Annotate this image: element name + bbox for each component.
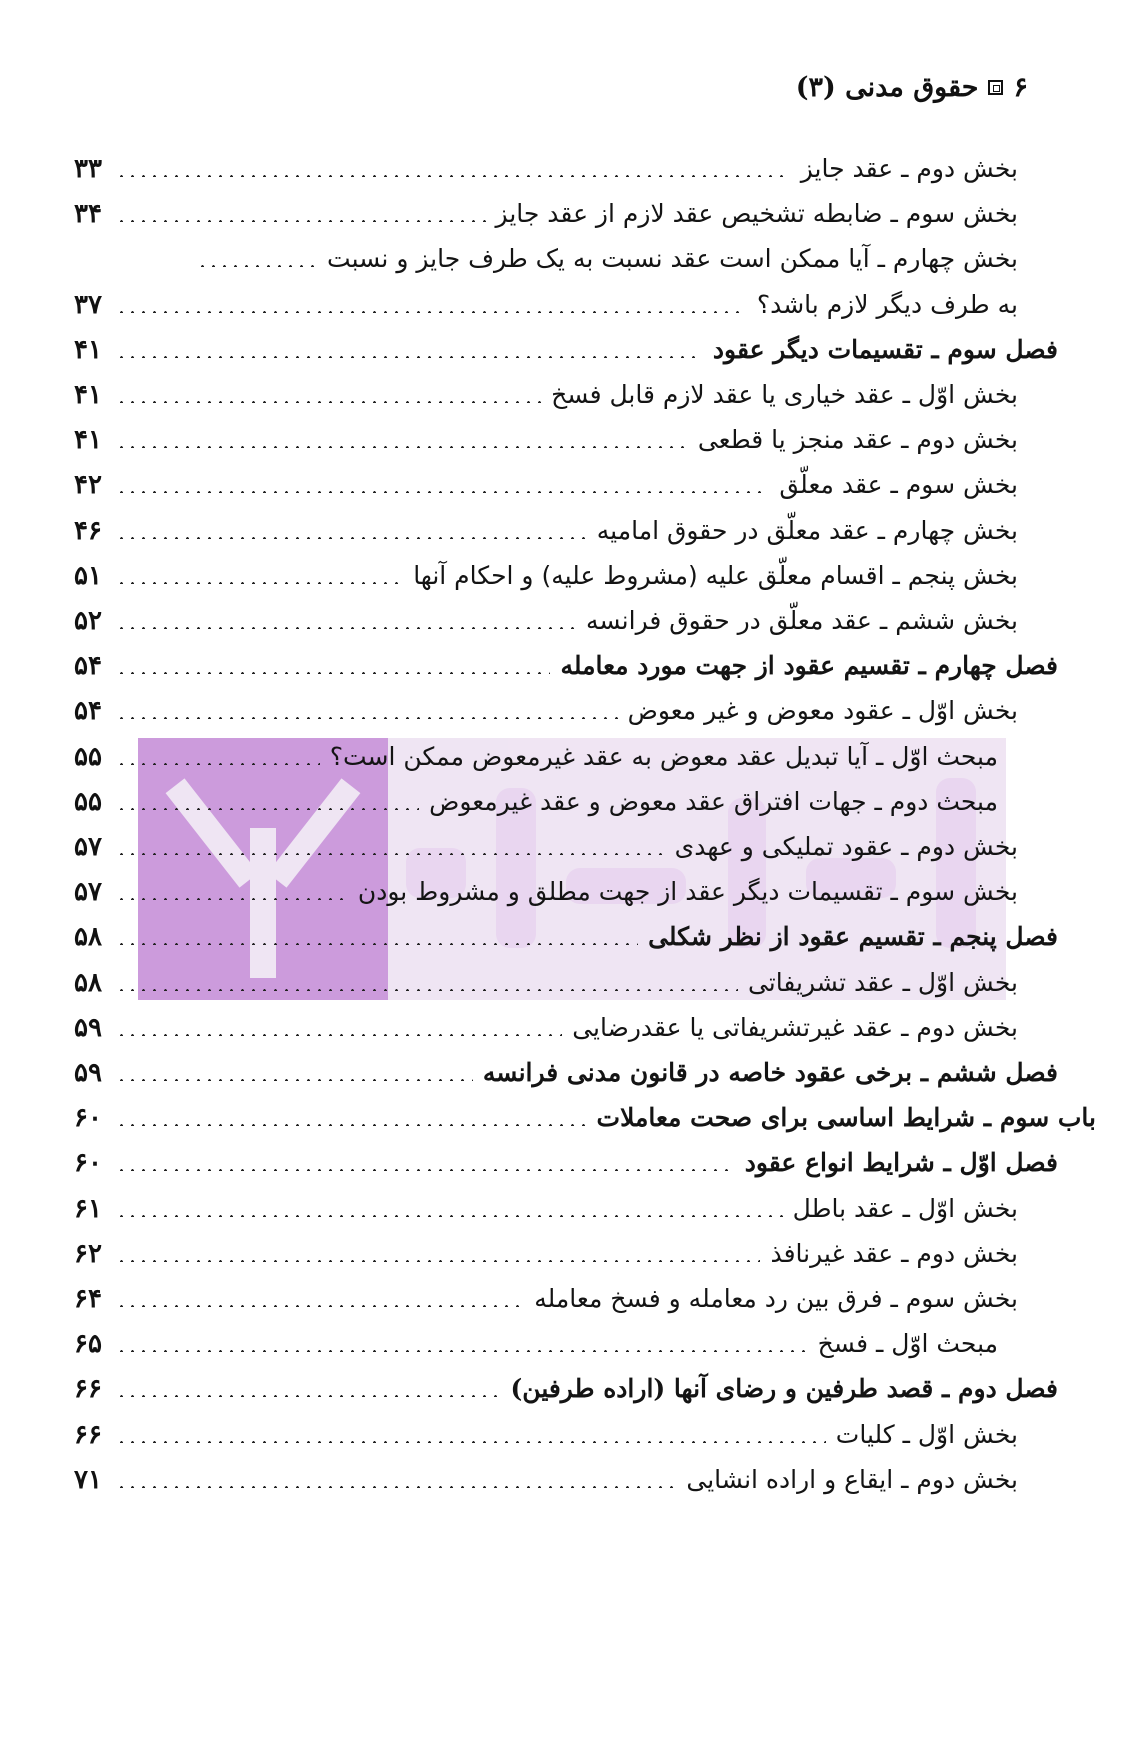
dot-leader xyxy=(116,446,688,448)
toc-entry-page: ۷۱ xyxy=(74,1464,102,1495)
dot-leader xyxy=(116,1169,735,1171)
dot-leader xyxy=(197,265,317,267)
toc-entry xyxy=(74,643,1058,689)
toc-entry xyxy=(74,282,1018,328)
toc-entry-title: بخش چهارم ـ عقد معلّق در حقوق امامیه xyxy=(596,515,1018,545)
toc-entry xyxy=(74,191,1018,237)
dot-leader xyxy=(116,175,791,177)
dot-leader xyxy=(116,808,419,810)
toc-entry xyxy=(74,688,1018,734)
dot-leader xyxy=(116,853,665,855)
toc-entry xyxy=(74,869,1018,915)
toc-entry-page: ۵۱ xyxy=(74,560,102,591)
toc-entry-title: فصل سوم ـ تقسیمات دیگر عقود xyxy=(712,334,1058,364)
toc-entry-page: ۵۲ xyxy=(74,606,102,636)
toc-entry-title: بخش اوّل ـ عقد باطل xyxy=(792,1193,1018,1223)
toc-entry-page: ۵۷ xyxy=(74,832,102,862)
dot-leader xyxy=(116,1350,808,1352)
toc-entry-page: ۶۶ xyxy=(74,1374,102,1405)
toc-entry-page: ۶۱ xyxy=(74,1193,102,1224)
toc-entry xyxy=(74,598,1018,644)
toc-entry-page: ۴۲ xyxy=(74,470,102,501)
toc-entry xyxy=(74,553,1018,599)
toc-entry-page: ۵۷ xyxy=(74,877,102,908)
toc-entry-title: بخش دوم ـ عقد غیرنافذ xyxy=(770,1238,1018,1268)
toc-entry xyxy=(74,1412,1018,1458)
dot-leader xyxy=(116,356,703,358)
toc-entry-title: بخش سوم ـ تقسیمات دیگر عقد از جهت مطلق و مشروط بودن xyxy=(357,877,1018,907)
dot-leader xyxy=(116,1215,783,1217)
dot-leader xyxy=(116,1395,500,1397)
toc-entry-title: بخش پنجم ـ اقسام معلّق علیه (مشروط علیه) و احکام آنها xyxy=(413,560,1018,590)
dot-leader xyxy=(116,311,747,313)
toc-entry-page: ۵۵ xyxy=(74,741,102,772)
toc-entry-page: ۳۷ xyxy=(74,289,102,320)
toc-entry xyxy=(74,417,1018,463)
toc-entry-page: ۶۴ xyxy=(74,1284,102,1314)
page-header xyxy=(796,72,1028,103)
toc-entry xyxy=(74,1050,1058,1096)
toc-entry-title: بخش اوّل ـ عقد تشریفاتی xyxy=(747,967,1018,997)
toc-entry-title: بخش اوّل ـ عقد خیاری یا عقد لازم قابل فسخ xyxy=(551,380,1018,409)
dot-leader xyxy=(116,1079,473,1081)
toc-entry-title: بخش سوم ـ فرق بین رد معامله و فسخ معامله xyxy=(534,1284,1018,1313)
toc-entry xyxy=(74,1366,1058,1412)
dot-leader xyxy=(116,1305,524,1307)
dot-leader xyxy=(116,1260,760,1262)
dot-leader xyxy=(116,627,576,629)
toc-entry xyxy=(74,327,1058,373)
toc-entry-title: بخش اوّل ـ عقود معوض و غیر معوض xyxy=(627,696,1018,726)
toc-entry-page: ۴۱ xyxy=(74,334,102,365)
toc-entry-page: ۵۹ xyxy=(74,1058,102,1088)
toc-entry-title: فصل دوم ـ قصد طرفین و رضای آنها (اراده طرفین) xyxy=(510,1374,1058,1404)
dot-leader xyxy=(116,943,638,945)
dot-leader xyxy=(116,401,541,403)
toc-entry-page: ۳۳ xyxy=(74,154,102,184)
toc-entry-page: ۶۶ xyxy=(74,1419,102,1450)
toc-entry-page: ۶۵ xyxy=(74,1329,102,1360)
toc-entry-title: بخش سوم ـ ضابطه تشخیص عقد لازم از عقد جایز xyxy=(495,199,1018,229)
toc-entry-page: ۴۱ xyxy=(74,380,102,410)
toc-entry-title: بخش اوّل ـ کلیات xyxy=(835,1419,1018,1449)
toc-entry-title: باب سوم ـ شرایط اساسی برای صحت معاملات xyxy=(596,1103,1096,1133)
dot-leader xyxy=(116,672,550,674)
dot-leader xyxy=(116,491,769,493)
dot-leader xyxy=(116,989,738,991)
dot-leader xyxy=(116,1034,562,1036)
dot-leader xyxy=(116,1441,826,1443)
dot-leader xyxy=(116,717,618,719)
toc-entry-title: فصل پنجم ـ تقسیم عقود از نظر شکلی xyxy=(648,922,1058,952)
toc-entry-title: بخش دوم ـ عقد جایز xyxy=(800,154,1018,183)
toc-entry-title: مبحث دوم ـ جهات افتراق عقد معوض و عقد غیرمعوض xyxy=(429,786,998,816)
toc-entry xyxy=(74,1276,1018,1322)
dot-leader xyxy=(116,537,587,539)
dot-leader xyxy=(116,582,403,584)
dot-leader xyxy=(116,763,320,765)
toc-entry xyxy=(74,1457,1018,1503)
toc-entry-title: بخش دوم ـ عقد غیرتشریفاتی یا عقدرضایی xyxy=(572,1012,1018,1042)
toc-entry-title: بخش سوم ـ عقد معلّق xyxy=(779,470,1018,500)
toc-entry xyxy=(74,1231,1018,1277)
toc-entry xyxy=(74,824,1018,870)
square-bullet-icon xyxy=(988,80,1003,95)
toc-entry xyxy=(74,734,998,780)
toc-entry xyxy=(74,236,1018,282)
toc-entry-title: بخش ششم ـ عقد معلّق در حقوق فرانسه xyxy=(585,606,1018,635)
toc-entry-page: ۵۴ xyxy=(74,651,102,682)
toc-entry xyxy=(74,1321,998,1367)
toc-entry-title: به طرف دیگر لازم باشد؟ xyxy=(756,289,1018,319)
toc-entry-title: بخش دوم ـ ایقاع و اراده انشایی xyxy=(686,1464,1018,1494)
toc-entry-page: ۶۰ xyxy=(74,1103,102,1134)
toc-entry xyxy=(74,960,1018,1006)
toc-entry-title: فصل ششم ـ برخی عقود خاصه در قانون مدنی فرانسه xyxy=(482,1058,1058,1087)
toc-entry-page: ۶۲ xyxy=(74,1238,102,1269)
toc-entry xyxy=(74,1140,1058,1186)
dot-leader xyxy=(116,220,486,222)
toc-entry-title: فصل چهارم ـ تقسیم عقود از جهت مورد معامله xyxy=(560,651,1058,681)
toc-entry-page: ۵۸ xyxy=(74,922,102,953)
toc-entry xyxy=(74,1095,1096,1141)
toc-entry xyxy=(74,779,998,825)
toc-entry-page: ۶۰ xyxy=(74,1148,102,1179)
toc-entry-title: بخش دوم ـ عقود تملیکی و عهدی xyxy=(674,832,1018,861)
toc-entry-page: ۴۶ xyxy=(74,515,102,546)
toc-entry-page: ۴۱ xyxy=(74,425,102,456)
toc-entry-page: ۵۹ xyxy=(74,1012,102,1043)
toc-entry xyxy=(74,1186,1018,1232)
toc-entry xyxy=(74,462,1018,508)
toc-entry xyxy=(74,914,1058,960)
dot-leader xyxy=(116,1124,587,1126)
toc-entry-page: ۳۴ xyxy=(74,199,102,230)
toc-entry-title: بخش چهارم ـ آیا ممکن است عقد نسبت به یک طرف جایز و نسبت xyxy=(327,244,1018,274)
toc-entry xyxy=(74,146,1018,192)
toc-entry-title: مبحث اوّل ـ فسخ xyxy=(817,1329,998,1359)
dot-leader xyxy=(116,898,348,900)
dot-leader xyxy=(116,1486,676,1488)
toc-entry xyxy=(74,1005,1018,1051)
toc-entry xyxy=(74,372,1018,418)
header-book-title: حقوق مدنی (۳) xyxy=(795,72,979,103)
toc-entry-title: مبحث اوّل ـ آیا تبدیل عقد معوض به عقد غیرمعوض ممکن است؟ xyxy=(329,741,998,771)
toc-entry-page: ۵۴ xyxy=(74,696,102,727)
toc-entry-page: ۵۵ xyxy=(74,786,102,817)
toc-entry-page: ۵۸ xyxy=(74,967,102,998)
toc-entry-title: فصل اوّل ـ شرایط انواع عقود xyxy=(744,1148,1058,1178)
toc-entry-title: بخش دوم ـ عقد منجز یا قطعی xyxy=(697,425,1018,455)
toc-entry xyxy=(74,508,1018,554)
header-page-number: ۶ xyxy=(1013,72,1028,103)
